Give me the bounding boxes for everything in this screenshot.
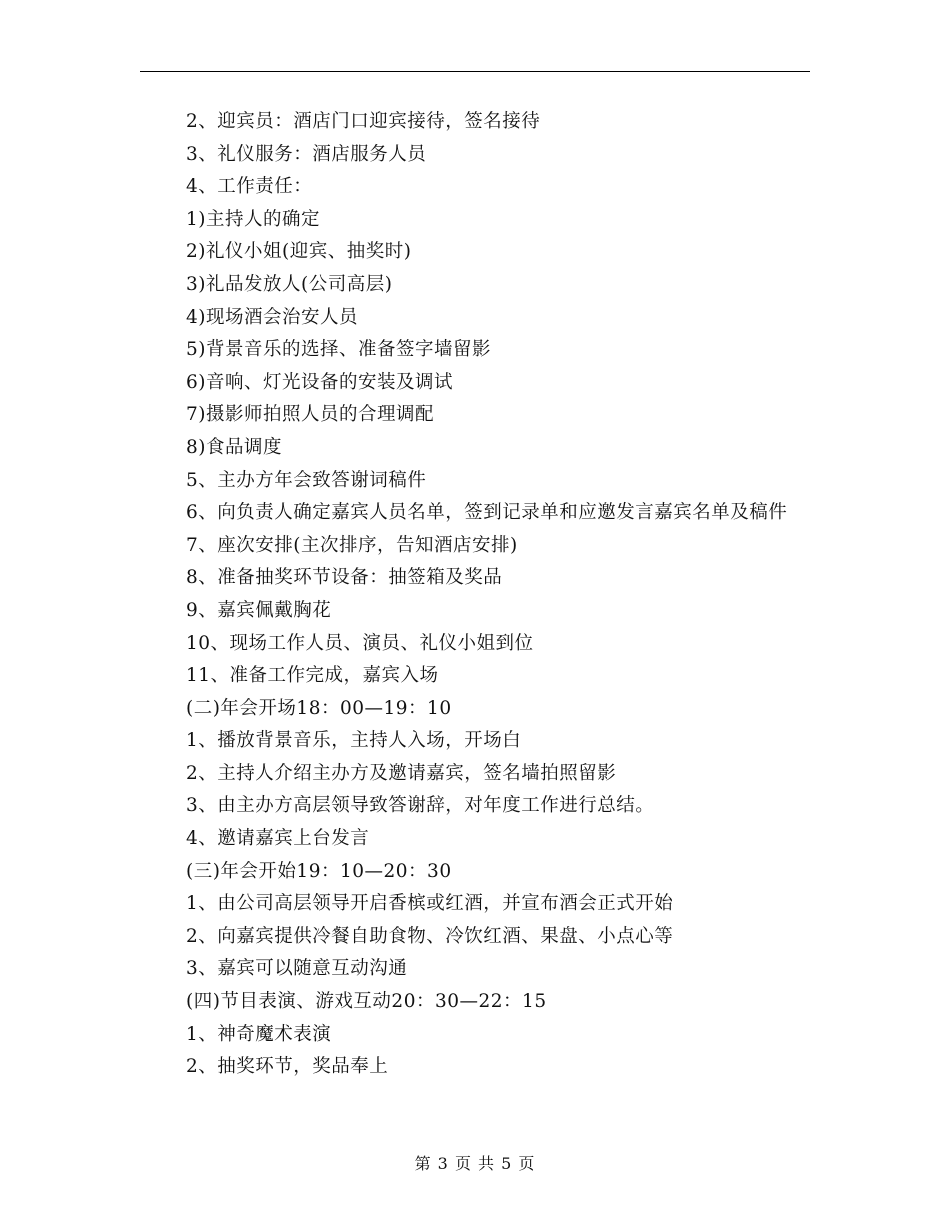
text-line: 5)背景音乐的选择、准备签字墙留影 — [186, 339, 491, 361]
text-line: 8、准备抽奖环节设备：抽签箱及奖品 — [186, 567, 503, 589]
section-heading: (二)年会开场18：00—19：10 — [186, 697, 452, 719]
text-line: 6)音响、灯光设备的安装及调试 — [186, 371, 453, 393]
text-line: 5、主办方年会致答谢词稿件 — [186, 469, 427, 491]
wrapped-paragraph: 6、向负责人确定嘉宾人员名单，签到记录单和应邀发言嘉宾名单及稿件 — [186, 502, 788, 524]
text-line: 2)礼仪小姐(迎宾、抽奖时) — [186, 241, 412, 263]
text-line: 11、准备工作完成，嘉宾入场 — [186, 665, 439, 687]
text-line: 1、由公司高层领导开启香槟或红酒，并宣布酒会正式开始 — [186, 893, 674, 915]
text-line: 1、神奇魔术表演 — [186, 1023, 332, 1045]
section-heading: (三)年会开始19：10—20：30 — [186, 860, 452, 882]
text-line: 4、邀请嘉宾上台发言 — [186, 828, 370, 850]
text-line: 9、嘉宾佩戴胸花 — [186, 599, 332, 621]
text-line: 3)礼品发放人(公司高层) — [186, 273, 393, 295]
page-number-footer: 第 3 页 共 5 页 — [414, 1154, 536, 1173]
text-line: 4)现场酒会治安人员 — [186, 306, 358, 328]
text-line: 1)主持人的确定 — [186, 208, 320, 230]
text-line: 2、抽奖环节，奖品奉上 — [186, 1056, 389, 1078]
header-rule — [140, 71, 810, 72]
section-heading: (四)节目表演、游戏互动20：30—22：15 — [186, 991, 547, 1013]
text-line: 7)摄影师拍照人员的合理调配 — [186, 404, 434, 426]
text-line: 7、座次安排(主次排序，告知酒店安排) — [186, 534, 518, 556]
text-line: 1、播放背景音乐，主持人入场，开场白 — [186, 730, 522, 752]
text-line: 2、迎宾员：酒店门口迎宾接待，签名接待 — [186, 111, 541, 132]
text-line: 4、工作责任： — [186, 176, 313, 198]
text-line: 3、嘉宾可以随意互动沟通 — [186, 958, 408, 980]
text-line: 3、礼仪服务：酒店服务人员 — [186, 143, 427, 165]
text-line: 3、由主办方高层领导致答谢辞，对年度工作进行总结。 — [186, 795, 655, 817]
text-line: 2、主持人介绍主办方及邀请嘉宾，签名墙拍照留影 — [186, 762, 617, 784]
document-body — [140, 106, 810, 1084]
text-line: 8)食品调度 — [186, 436, 282, 458]
text-line: 2、向嘉宾提供冷餐自助食物、冷饮红酒、果盘、小点心等 — [186, 925, 674, 947]
text-line: 10、现场工作人员、演员、礼仪小姐到位 — [186, 632, 534, 654]
